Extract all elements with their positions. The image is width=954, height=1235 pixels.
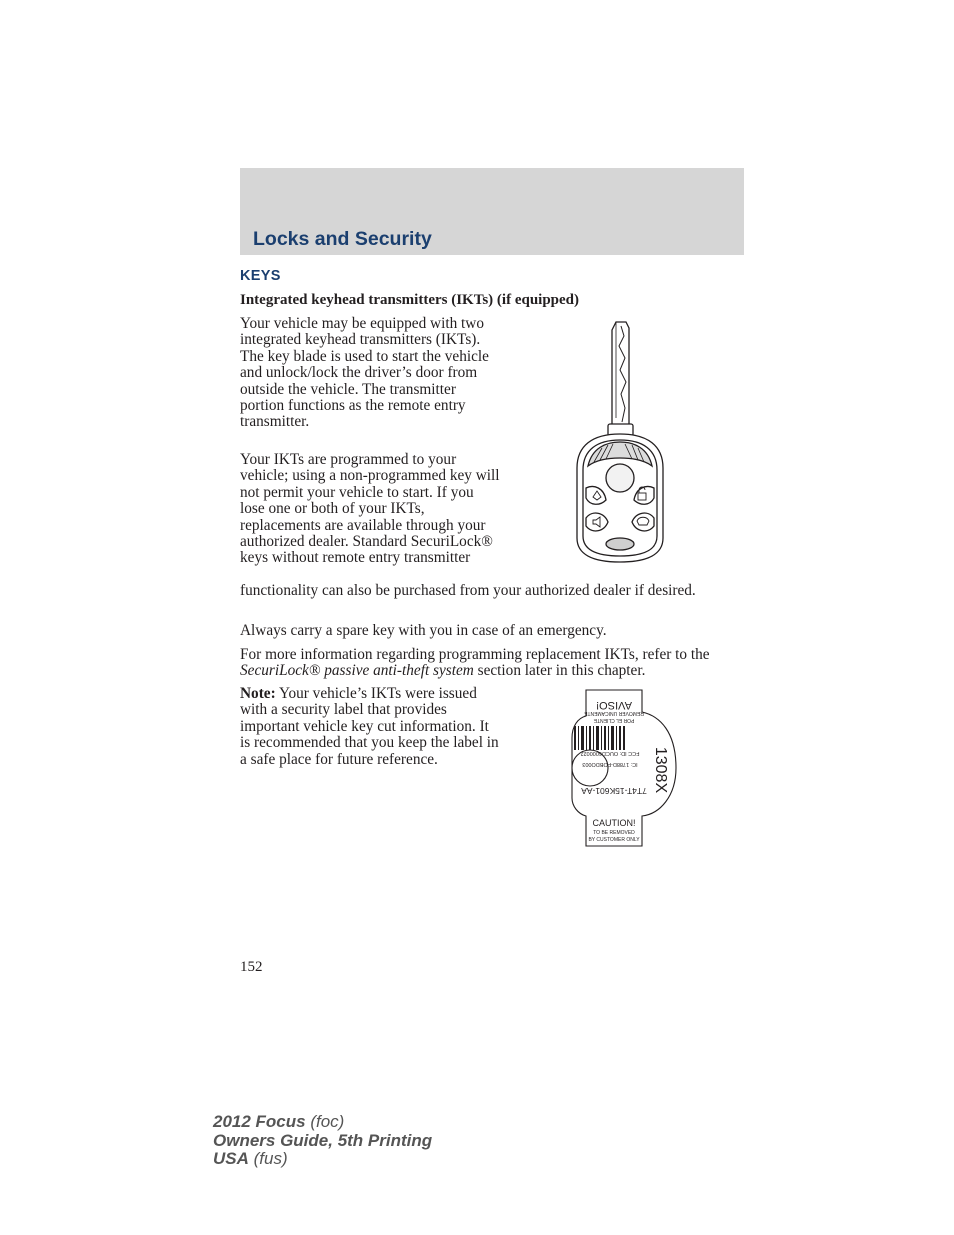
label-fcc: FCC ID: OUCD6000022 <box>580 750 640 756</box>
paragraph-ikt-intro: Your vehicle may be equipped with two integrated keyhead transmitters (IKTs). The key blade is used to start the vehicle and unlock/lock the driver’s door from outside the vehicle. The transmitter portion functions as the remote entry transmitter. <box>240 315 489 431</box>
label-part-number: 7T4T-15K601-AA <box>581 786 647 796</box>
label-aviso: AVISO! <box>596 699 632 711</box>
section-title: Locks and Security <box>253 228 432 250</box>
label-aviso-sub1: REMOVER UNICAMENTE <box>584 710 644 716</box>
securilock-reference: SecuriLock® passive anti-theft system <box>240 662 474 680</box>
footer-model: 2012 Focus <box>213 1112 306 1131</box>
page-number: 152 <box>240 959 263 975</box>
label-caution: CAUTION! <box>592 818 636 828</box>
label-caution-sub1: TO BE REMOVED <box>593 830 635 836</box>
paragraph-ikt-programming: Your IKTs are programmed to your vehicle; using a non-programmed key will not permit your vehicle to start. If you lose one or both of your IKTs, replacements are available through your authorized dealer. Standard SecuriLock® keys without remote entry transmitter <box>240 451 500 567</box>
footer-line-3 <box>213 1150 432 1169</box>
label-caution-sub2: BY CUSTOMER ONLY <box>588 837 640 843</box>
footer <box>213 1113 432 1169</box>
label-ic: IC: 1788D-FOBDO003 <box>582 761 638 767</box>
paragraph-note <box>240 686 502 768</box>
note-text: Your vehicle’s IKTs were issued with a security label that provides important vehicle key cut information. It is recommended that you keep the label in a safe place for future reference. <box>240 685 499 768</box>
keys-heading: KEYS <box>240 268 281 284</box>
footer-line-2 <box>213 1132 432 1151</box>
security-label-illustration <box>560 688 682 848</box>
footer-guide: Owners Guide, 5th Printing <box>213 1130 433 1150</box>
ikt-key-illustration <box>572 318 667 568</box>
footer-market-code: (fus) <box>248 1149 288 1168</box>
label-aviso-sub2: POR EL CLIENTE <box>593 717 635 723</box>
footer-market: USA <box>213 1149 249 1168</box>
more-info-text: For more information regarding programming replacement IKTs, refer to the <box>240 646 710 663</box>
footer-line-1 <box>213 1113 432 1132</box>
note-label: Note: <box>240 685 276 702</box>
paragraph-ikt-programming-continued: functionality can also be purchased from your authorized dealer if desired. <box>240 582 696 599</box>
label-code: 1308X <box>652 746 669 794</box>
paragraph-more-info <box>240 647 745 680</box>
footer-model-code: (foc) <box>305 1112 345 1131</box>
more-info-text-end: section later in this chapter. <box>473 662 646 680</box>
paragraph-spare-key: Always carry a spare key with you in case of an emergency. <box>240 622 607 639</box>
ikt-subheading: Integrated keyhead transmitters (IKTs) (if equipped) <box>240 292 580 308</box>
